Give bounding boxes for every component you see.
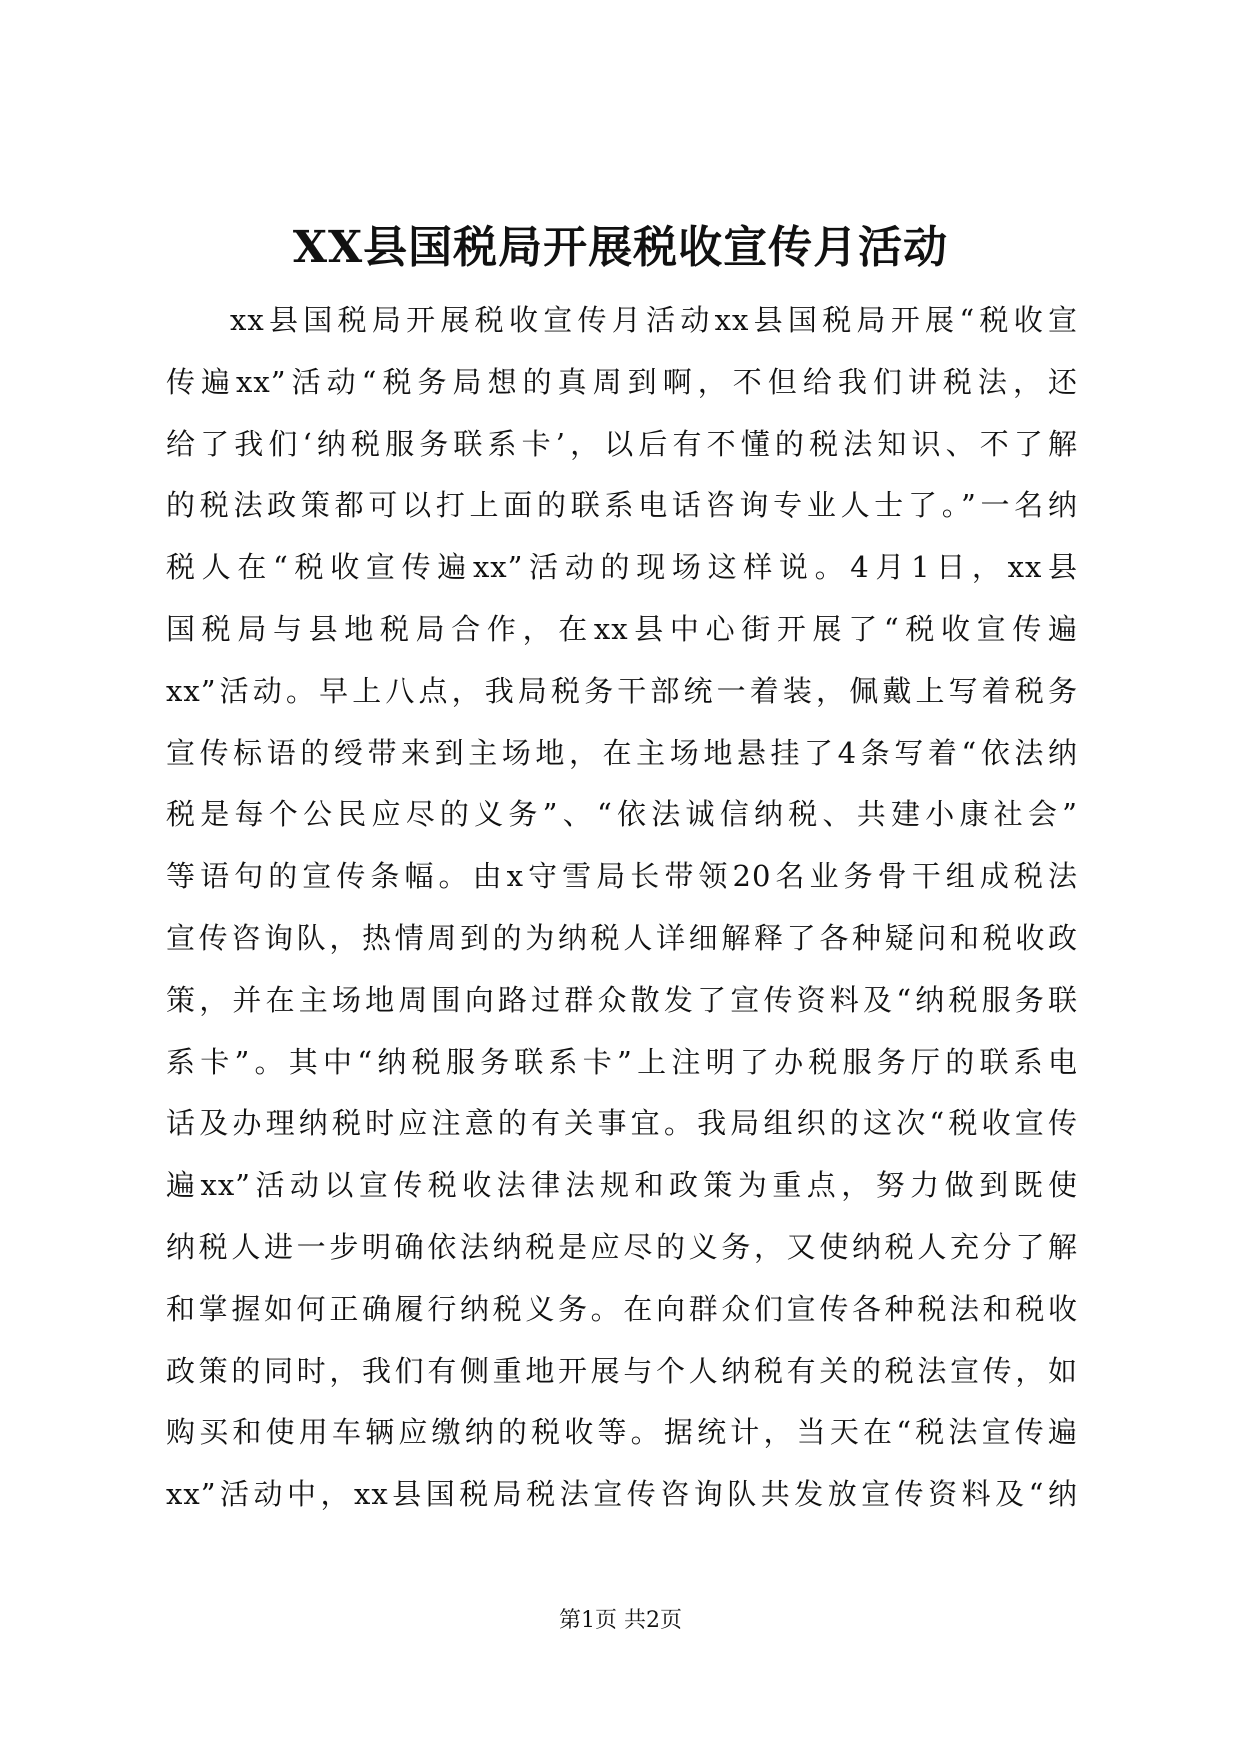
body-line: xx”活动。早上八点，我局税务干部统一着装，佩戴上写着税务 xyxy=(166,673,1078,708)
body-line: 纳税人进一步明确依法纳税是应尽的义务，又使纳税人充分了解 xyxy=(166,1229,1078,1264)
body-line: 系卡”。其中“纳税服务联系卡”上注明了办税服务厅的联系电 xyxy=(166,1044,1078,1079)
body-line: 政策的同时，我们有侧重地开展与个人纳税有关的税法宣传，如 xyxy=(166,1353,1078,1388)
body-line: 宣传咨询队，热情周到的为纳税人详细解释了各种疑问和税收政 xyxy=(166,920,1078,955)
body-line: 国税局与县地税局合作，在xx县中心街开展了“税收宣传遍 xyxy=(166,611,1078,646)
body-line: 传遍xx”活动“税务局想的真周到啊，不但给我们讲税法，还 xyxy=(166,364,1078,399)
body-line: 等语句的宣传条幅。由x守雪局长带领20名业务骨干组成税法 xyxy=(166,859,1078,894)
document-body xyxy=(166,290,1078,1526)
body-line: 税人在“税收宣传遍xx”活动的现场这样说。4月1日，xx县 xyxy=(166,550,1078,585)
body-line: 给了我们‘纳税服务联系卡’，以后有不懂的税法知识、不了解 xyxy=(166,426,1078,461)
body-line: 购买和使用车辆应缴纳的税收等。据统计，当天在“税法宣传遍 xyxy=(166,1415,1078,1450)
body-line: 的税法政策都可以打上面的联系电话咨询专业人士了。”一名纳 xyxy=(166,488,1078,523)
body-line: 宣传标语的绶带来到主场地，在主场地悬挂了4条写着“依法纳 xyxy=(166,735,1078,770)
body-line: 税是每个公民应尽的义务”、“依法诚信纳税、共建小康社会” xyxy=(166,797,1078,832)
body-line: 和掌握如何正确履行纳税义务。在向群众们宣传各种税法和税收 xyxy=(166,1291,1078,1326)
page-footer: 第1页 共2页 xyxy=(559,1608,682,1633)
body-line: 策，并在主场地周围向路过群众散发了宣传资料及“纳税服务联 xyxy=(166,982,1078,1017)
body-line: 话及办理纳税时应注意的有关事宜。我局组织的这次“税收宣传 xyxy=(166,1106,1078,1141)
document-title: XX县国税局开展税收宣传月活动 xyxy=(292,222,949,273)
body-line: 遍xx”活动以宣传税收法律法规和政策为重点，努力做到既使 xyxy=(166,1168,1078,1203)
body-line: xx”活动中，xx县国税局税法宣传咨询队共发放宣传资料及“纳 xyxy=(166,1477,1078,1512)
body-line: xx县国税局开展税收宣传月活动xx县国税局开展“税收宣 xyxy=(230,303,1078,337)
